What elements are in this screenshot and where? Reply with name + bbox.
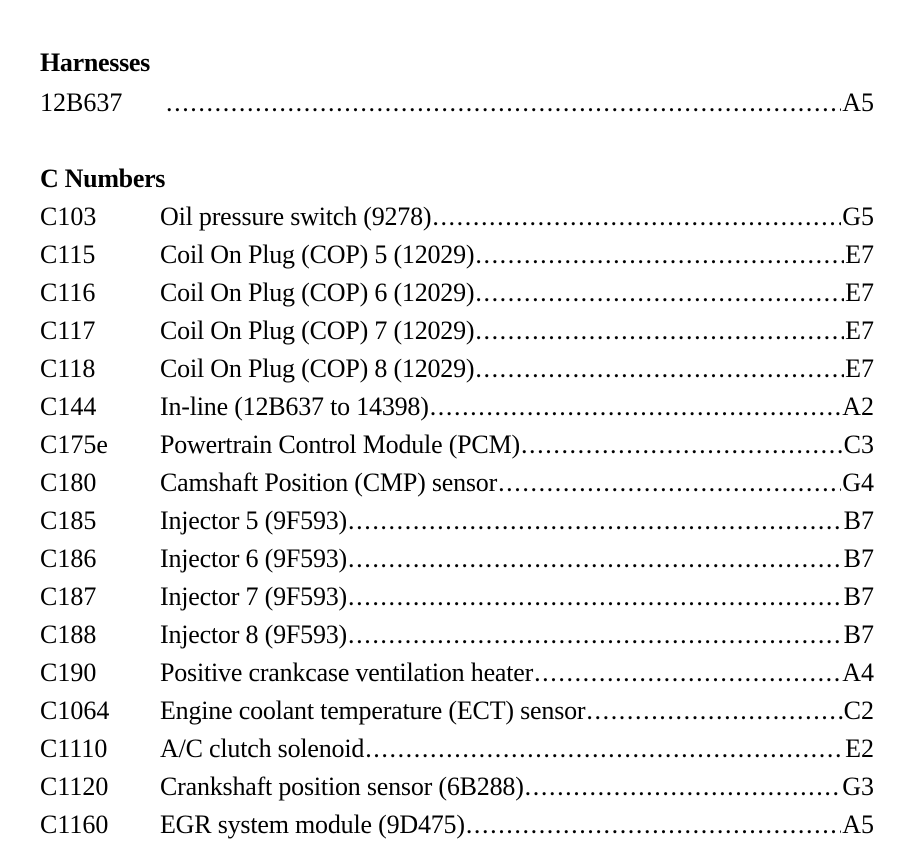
connector-description: Injector 8 (9F593) [160, 620, 348, 649]
connector-entry [160, 770, 874, 804]
connector-code: C185 [40, 506, 97, 535]
connector-description: Engine coolant temperature (ECT) sensor [160, 696, 586, 725]
grid-location: E7 [845, 278, 874, 307]
leader-dots [521, 428, 843, 462]
connector-row [40, 504, 874, 538]
harness-row [40, 86, 874, 120]
connector-code: C1120 [40, 772, 109, 801]
connector-description: Camshaft Position (CMP) sensor [160, 468, 498, 497]
grid-location: A5 [842, 88, 874, 117]
grid-location: C3 [843, 430, 874, 459]
connector-code: C144 [40, 392, 97, 421]
leader-dots [475, 314, 844, 348]
connector-code: C186 [40, 544, 97, 573]
connector-row [40, 238, 874, 272]
grid-location: G3 [842, 772, 874, 801]
leader-dots [498, 466, 841, 500]
connector-code: C103 [40, 202, 97, 231]
connector-row [40, 428, 874, 462]
connector-row [40, 314, 874, 348]
leader-dots [365, 732, 844, 766]
connector-description: A/C clutch solenoid [160, 734, 365, 763]
grid-location: E7 [845, 354, 874, 383]
connector-description: Coil On Plug (COP) 7 (12029) [160, 316, 475, 345]
connector-entry [160, 390, 874, 424]
connector-entry [160, 276, 874, 310]
harness-code: 12B637 [40, 88, 123, 117]
connector-code: C116 [40, 278, 96, 307]
connector-row [40, 618, 874, 652]
connector-entry [160, 656, 874, 690]
grid-location: B7 [843, 544, 874, 573]
connector-code: C187 [40, 582, 97, 611]
connector-row [40, 276, 874, 310]
grid-location: A4 [842, 658, 874, 687]
connector-entry [160, 238, 874, 272]
connector-entry [160, 542, 874, 576]
connector-description: Crankshaft position sensor (6B288) [160, 772, 524, 801]
connector-row [40, 694, 874, 728]
connector-code: C190 [40, 658, 97, 687]
connector-code: C1160 [40, 810, 109, 839]
leader-dots [475, 352, 844, 386]
connector-entry [160, 466, 874, 500]
connector-entry [160, 694, 874, 728]
grid-location: B7 [843, 620, 874, 649]
connector-code: C188 [40, 620, 97, 649]
connector-entry [160, 200, 874, 234]
connector-code: C175e [40, 430, 108, 459]
connector-description: Injector 5 (9F593) [160, 506, 348, 535]
connector-description: Coil On Plug (COP) 6 (12029) [160, 278, 475, 307]
leader-dots [586, 694, 842, 728]
connector-description: Oil pressure switch (9278) [160, 202, 432, 231]
connector-description: Injector 6 (9F593) [160, 544, 348, 573]
connector-description: Coil On Plug (COP) 8 (12029) [160, 354, 475, 383]
leader-dots [475, 238, 844, 272]
connector-row [40, 580, 874, 614]
connector-description: EGR system module (9D475) [160, 810, 465, 839]
grid-location: G4 [842, 468, 874, 497]
connector-entry [160, 618, 874, 652]
leader-dots [430, 390, 842, 424]
connector-description: In-line (12B637 to 14398) [160, 392, 429, 421]
connector-code: C117 [40, 316, 96, 345]
connector-entry [160, 428, 874, 462]
connector-description: Injector 7 (9F593) [160, 582, 348, 611]
leader-dots [432, 200, 841, 234]
connector-entry [160, 732, 874, 766]
c-numbers-heading: C Numbers [40, 164, 166, 193]
leader-dots [475, 276, 844, 310]
connector-row [40, 732, 874, 766]
leader-dots [348, 542, 843, 576]
grid-location: E2 [845, 734, 874, 763]
connector-row [40, 542, 874, 576]
connector-description: Coil On Plug (COP) 5 (12029) [160, 240, 475, 269]
connector-row [40, 770, 874, 804]
grid-location: A2 [842, 392, 874, 421]
connector-description: Powertrain Control Module (PCM) [160, 430, 520, 459]
connector-row [40, 200, 874, 234]
leader-dots [466, 808, 841, 842]
leader-dots [525, 770, 842, 804]
connector-entry [160, 580, 874, 614]
harnesses-heading: Harnesses [40, 48, 150, 77]
leader-dots [348, 580, 843, 614]
connector-row [40, 466, 874, 500]
harness-entry [160, 86, 874, 120]
connector-entry [160, 808, 874, 842]
grid-location: E7 [845, 316, 874, 345]
grid-location: G5 [842, 202, 874, 231]
grid-location: C2 [843, 696, 874, 725]
connector-row [40, 352, 874, 386]
connector-code: C1064 [40, 696, 110, 725]
leader-dots [348, 618, 843, 652]
leader-dots [534, 656, 841, 690]
connector-row [40, 390, 874, 424]
connector-entry [160, 504, 874, 538]
connector-description: Positive crankcase ventilation heater [160, 658, 534, 687]
connector-code: C118 [40, 354, 96, 383]
grid-location: B7 [843, 506, 874, 535]
connector-code: C115 [40, 240, 96, 269]
connector-row [40, 808, 874, 842]
leader-dots [166, 86, 841, 120]
connector-row [40, 656, 874, 690]
grid-location: A5 [842, 810, 874, 839]
connector-code: C180 [40, 468, 97, 497]
leader-dots [348, 504, 843, 538]
grid-location: E7 [845, 240, 874, 269]
connector-code: C1110 [40, 734, 108, 763]
connector-entry [160, 314, 874, 348]
connector-entry [160, 352, 874, 386]
grid-location: B7 [843, 582, 874, 611]
